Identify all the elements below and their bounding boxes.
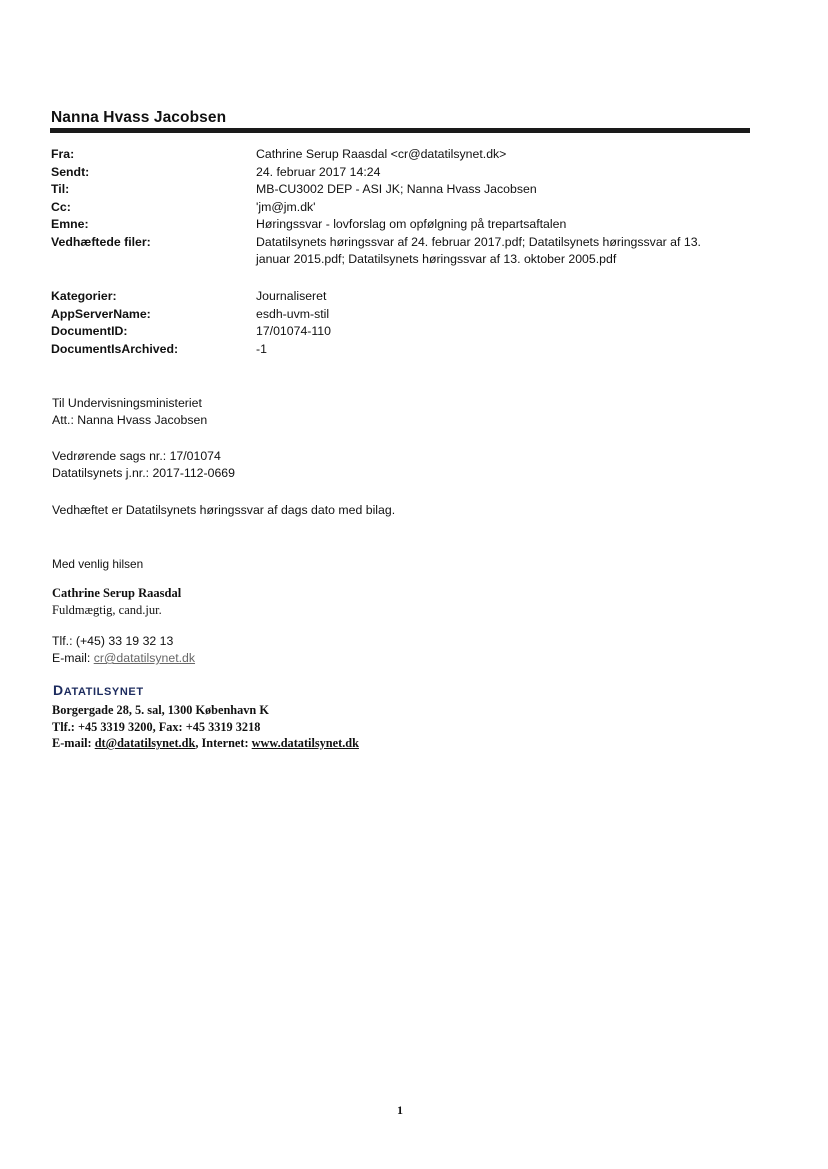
meta-row-from: [51, 146, 736, 164]
meta-label: DocumentID:: [51, 324, 128, 338]
message-text: Vedhæftet er Datatilsynets høringssvar af dags dato med bilag.: [52, 503, 396, 517]
contact-block: [52, 633, 195, 667]
org-email-link[interactable]: dt@datatilsynet.dk: [94, 736, 196, 750]
meta-label: Emne:: [51, 217, 89, 231]
recipient-attention: Att.: Nanna Hvass Jacobsen: [52, 413, 208, 427]
case-number: Vedrørende sags nr.: 17/01074: [52, 449, 221, 463]
meta-row-attachments: [51, 234, 736, 269]
document-properties: [51, 288, 736, 358]
meta-row-sent: [51, 164, 736, 182]
meta-value: Journaliseret: [256, 289, 327, 303]
meta-label: Til:: [51, 182, 70, 196]
email-metadata: [51, 146, 736, 269]
meta-value: 'jm@jm.dk': [256, 199, 316, 214]
page-number: 1: [397, 1103, 403, 1117]
meta-row-subject: [51, 216, 736, 234]
org-website-link[interactable]: www.datatilsynet.dk: [251, 736, 359, 750]
meta-row-to: [51, 181, 736, 199]
contact-email-link[interactable]: cr@datatilsynet.dk: [93, 651, 196, 665]
meta-value: 17/01074-110: [256, 324, 331, 338]
meta-label: Vedhæftede filer:: [51, 234, 151, 249]
org-contact-line: [52, 735, 359, 752]
meta-label: Cc:: [51, 199, 71, 214]
reference-block: [52, 448, 235, 482]
logo-initial: D: [53, 682, 64, 698]
meta-value: esdh-uvm-stil: [256, 306, 330, 321]
contact-email-label: E-mail:: [52, 651, 94, 665]
org-internet-label: , Internet:: [195, 736, 252, 750]
meta-row-documentid: [51, 323, 736, 341]
datatilsynet-logo: [53, 682, 144, 698]
signature-name: Cathrine Serup Raasdal: [52, 586, 182, 600]
meta-label: Fra:: [51, 147, 75, 161]
header-divider: [50, 128, 750, 133]
logo-rest: ATATILSYNET: [63, 686, 144, 698]
organization-block: [52, 702, 359, 752]
greeting: Med venlig hilsen: [52, 557, 144, 571]
sender-header-name: Nanna Hvass Jacobsen: [51, 109, 227, 126]
recipient-block: [52, 395, 207, 429]
recipient-ministry: Til Undervisningsministeriet: [52, 396, 202, 410]
meta-value: MB-CU3002 DEP - ASI JK; Nanna Hvass Jacobsen: [256, 182, 537, 196]
meta-label: DocumentIsArchived:: [51, 341, 179, 356]
meta-row-cc: [51, 199, 736, 217]
org-address: Borgergade 28, 5. sal, 1300 København K: [52, 703, 269, 717]
meta-row-categories: [51, 288, 736, 306]
meta-label: AppServerName:: [51, 306, 151, 321]
meta-value: 24. februar 2017 14:24: [256, 164, 381, 179]
org-email-label: E-mail:: [52, 736, 95, 750]
meta-value: Cathrine Serup Raasdal <cr@datatilsynet.dk>: [256, 147, 507, 161]
journal-number: Datatilsynets j.nr.: 2017-112-0669: [52, 466, 235, 480]
meta-row-appserver: [51, 306, 736, 324]
meta-row-archived: [51, 341, 736, 359]
meta-value: Høringssvar - lovforslag om opfølgning på trepartsaftalen: [256, 217, 567, 231]
org-phone-fax: Tlf.: +45 3319 3200, Fax: +45 3319 3218: [52, 719, 261, 734]
signature-block: [52, 585, 181, 618]
contact-email-line: [52, 650, 195, 667]
meta-label: Kategorier:: [51, 289, 117, 303]
meta-value: -1: [256, 341, 267, 356]
contact-phone: Tlf.: (+45) 33 19 32 13: [52, 634, 174, 648]
meta-label: Sendt:: [51, 164, 90, 179]
meta-value: Datatilsynets høringssvar af 24. februar 2017.pdf; Datatilsynets høringssvar af 13. januar 2015.pdf; Datatilsynets høringssvar af 13. oktober 2005.pdf: [256, 234, 701, 266]
signature-title: Fuldmægtig, cand.jur.: [52, 602, 162, 617]
